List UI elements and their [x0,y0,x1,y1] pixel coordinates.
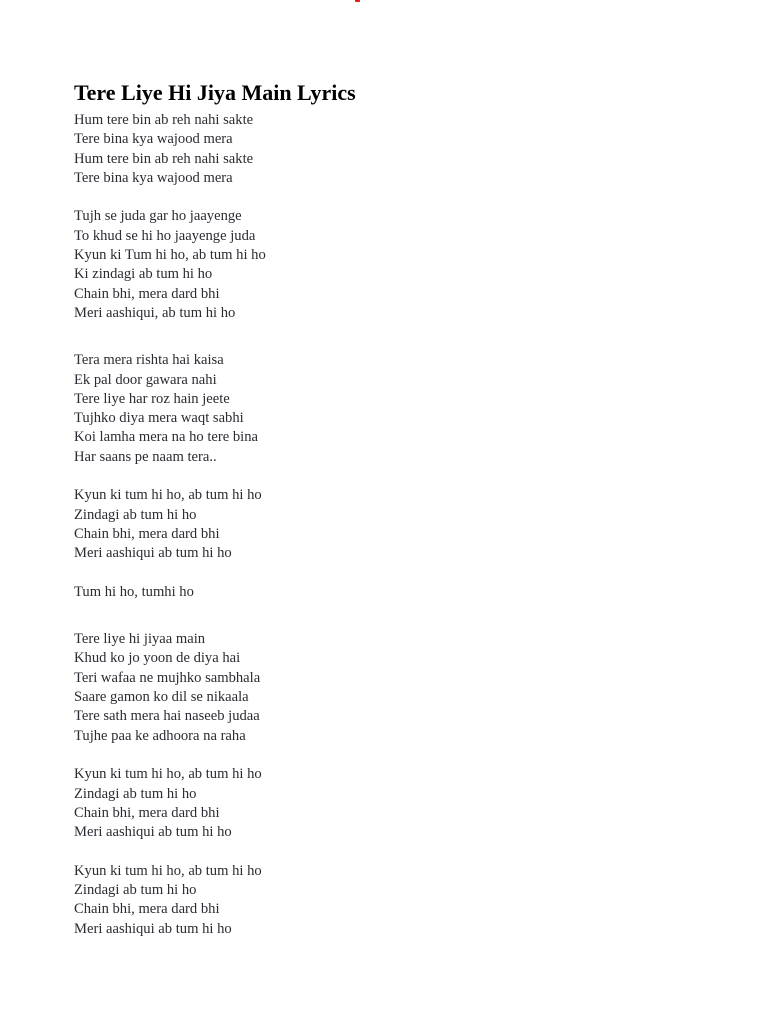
stanza [74,862,674,939]
page-title: Tere Liye Hi Jiya Main Lyrics [74,80,356,105]
lyric-line: Zindagi ab tum hi ho [74,506,197,523]
red-mark-decoration [355,0,360,2]
lyric-line: Chain bhi, mera dard bhi [74,901,220,918]
lyric-line: Saare gamon ko dil se nikaala [74,689,249,706]
lyric-line: Kyun ki tum hi ho, ab tum hi ho [74,766,262,783]
lyric-line: Meri aashiqui ab tum hi ho [74,824,232,841]
lyric-line: Zindagi ab tum hi ho [74,881,197,898]
lyric-line: Koi lamha mera na ho tere bina [74,429,258,446]
lyric-line: Meri aashiqui ab tum hi ho [74,920,232,937]
lyric-line: Har saans pe naam tera.. [74,448,217,465]
lyric-line: Hum tere bin ab reh nahi sakte [74,112,254,128]
lyric-line: Tere bina kya wajood mera [74,131,233,148]
lyric-line: Kyun ki tum hi ho, ab tum hi ho [74,487,262,504]
lyric-line: Tere bina kya wajood mera [74,169,233,186]
stanza [74,583,674,602]
lyric-line: Kyun ki Tum hi ho, ab tum hi ho [74,247,266,264]
lyric-line: Kyun ki tum hi ho, ab tum hi ho [74,862,262,879]
lyric-line: Ek pal door gawara nahi [74,371,217,388]
lyric-line: Chain bhi, mera dard bhi [74,804,220,821]
lyric-line: Meri aashiqui, ab tum hi ho [74,304,236,321]
lyric-line: Ki zindagi ab tum hi ho [74,266,213,283]
lyric-line: Khud ko jo yoon de diya hai [74,650,241,667]
lyric-line: Tum hi ho, tumhi ho [74,583,194,600]
lyric-line: Tujhko diya mera waqt sabhi [74,410,244,427]
stanza [74,486,674,563]
lyric-line: Teri wafaa ne mujhko sambhala [74,669,261,686]
lyric-line: Tere sath mera hai naseeb judaa [74,708,260,725]
lyric-line: Meri aashiqui ab tum hi ho [74,545,232,562]
lyric-line: Tera mera rishta hai kaisa [74,352,224,369]
lyrics-body [74,111,674,939]
lyric-line: Tere liye hi jiyaa main [74,631,206,648]
stanza [74,630,674,746]
stanza [74,207,674,323]
lyric-line: Chain bhi, mera dard bhi [74,525,220,542]
lyric-line: Tujh se juda gar ho jaayenge [74,208,242,225]
lyric-line: Tere liye har roz hain jeete [74,390,230,407]
stanza [74,765,674,842]
lyric-line: To khud se hi ho jaayenge juda [74,227,256,244]
lyric-line: Zindagi ab tum hi ho [74,785,197,802]
stanza [74,351,674,467]
lyric-line: Hum tere bin ab reh nahi sakte [74,150,254,167]
lyric-line: Tujhe paa ke adhoora na raha [74,727,246,744]
stanza [74,111,674,188]
lyric-line: Chain bhi, mera dard bhi [74,285,220,302]
